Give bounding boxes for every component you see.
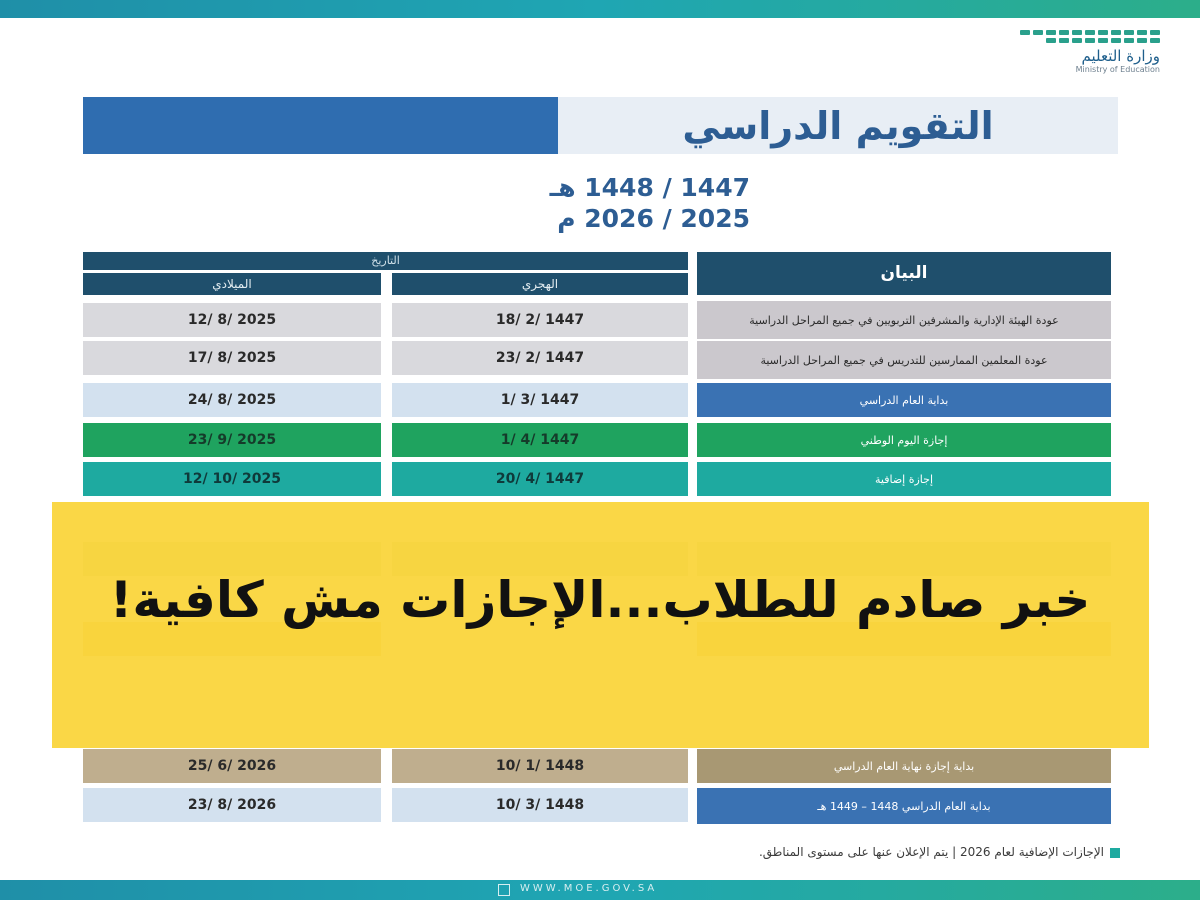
hijri-column-header: الهجري: [392, 273, 688, 295]
page-title: التقويم الدراسي: [682, 103, 994, 148]
ministry-logo: [1010, 30, 1160, 85]
table-row-label: بداية العام الدراسي: [697, 383, 1111, 417]
hijri-years: 1447 / 1448 هـ: [549, 173, 750, 202]
table-row-gregorian: 12/ 8/ 2025: [83, 303, 381, 337]
table-row-gregorian: 23/ 8/ 2026: [83, 788, 381, 822]
table-row-hijri: 1/ 3/ 1447: [392, 383, 688, 417]
table-row-gregorian: 17/ 8/ 2025: [83, 341, 381, 375]
table-row-hijri: 23/ 2/ 1447: [392, 341, 688, 375]
table-row-gregorian: 12/ 10/ 2025: [83, 462, 381, 496]
table-row-hijri: 18/ 2/ 1447: [392, 303, 688, 337]
logo-english-text: Ministry of Education: [1075, 65, 1160, 74]
table-row-hijri: 10/ 1/ 1448: [392, 749, 688, 783]
gregorian-column-header: الميلادي: [83, 273, 381, 295]
statement-column-header: البيان: [697, 252, 1111, 295]
title-banner: [83, 97, 1118, 154]
table-row-gregorian: 25/ 6/ 2026: [83, 749, 381, 783]
table-row-label: إجازة إضافية: [697, 462, 1111, 496]
table-row-hijri: 1/ 4/ 1447: [392, 423, 688, 457]
table-row-label: عودة الهيئة الإدارية والمشرفين التربويين في جميع المراحل الدراسية: [697, 301, 1111, 339]
table-row-hijri: 10/ 3/ 1448: [392, 788, 688, 822]
footnote-text: الإجازات الإضافية لعام 2026 | يتم الإعلان عنها على مستوى المناطق.: [758, 845, 1104, 859]
table-row-label: إجازة اليوم الوطني: [697, 423, 1111, 457]
logo-mark-icon: [1010, 30, 1160, 43]
table-row-gregorian: 23/ 9/ 2025: [83, 423, 381, 457]
academic-years: [400, 172, 750, 234]
table-row-label: عودة المعلمين الممارسين للتدريس في جميع المراحل الدراسية: [697, 341, 1111, 379]
table-row-label: بداية إجازة نهاية العام الدراسي: [697, 749, 1111, 783]
gregorian-years: 2025 / 2026 م: [557, 204, 750, 233]
headline-text: خبر صادم للطلاب...الإجازات مش كافية!: [109, 571, 1091, 629]
website-icon: [498, 884, 510, 896]
footnote: [450, 845, 1120, 859]
table-row-hijri: 20/ 4/ 1447: [392, 462, 688, 496]
logo-arabic-text: وزارة التعليم: [1081, 47, 1160, 65]
top-accent-bar: [0, 0, 1200, 18]
bottom-accent-bar: [0, 880, 1200, 900]
website-url: WWW.MOE.GOV.SA: [520, 883, 658, 894]
teal-square-icon: [1110, 848, 1120, 858]
table-row-gregorian: 24/ 8/ 2025: [83, 383, 381, 417]
date-group-header: التاريخ: [83, 252, 688, 270]
table-row-label: بداية العام الدراسي 1448 – 1449 هـ: [697, 788, 1111, 824]
